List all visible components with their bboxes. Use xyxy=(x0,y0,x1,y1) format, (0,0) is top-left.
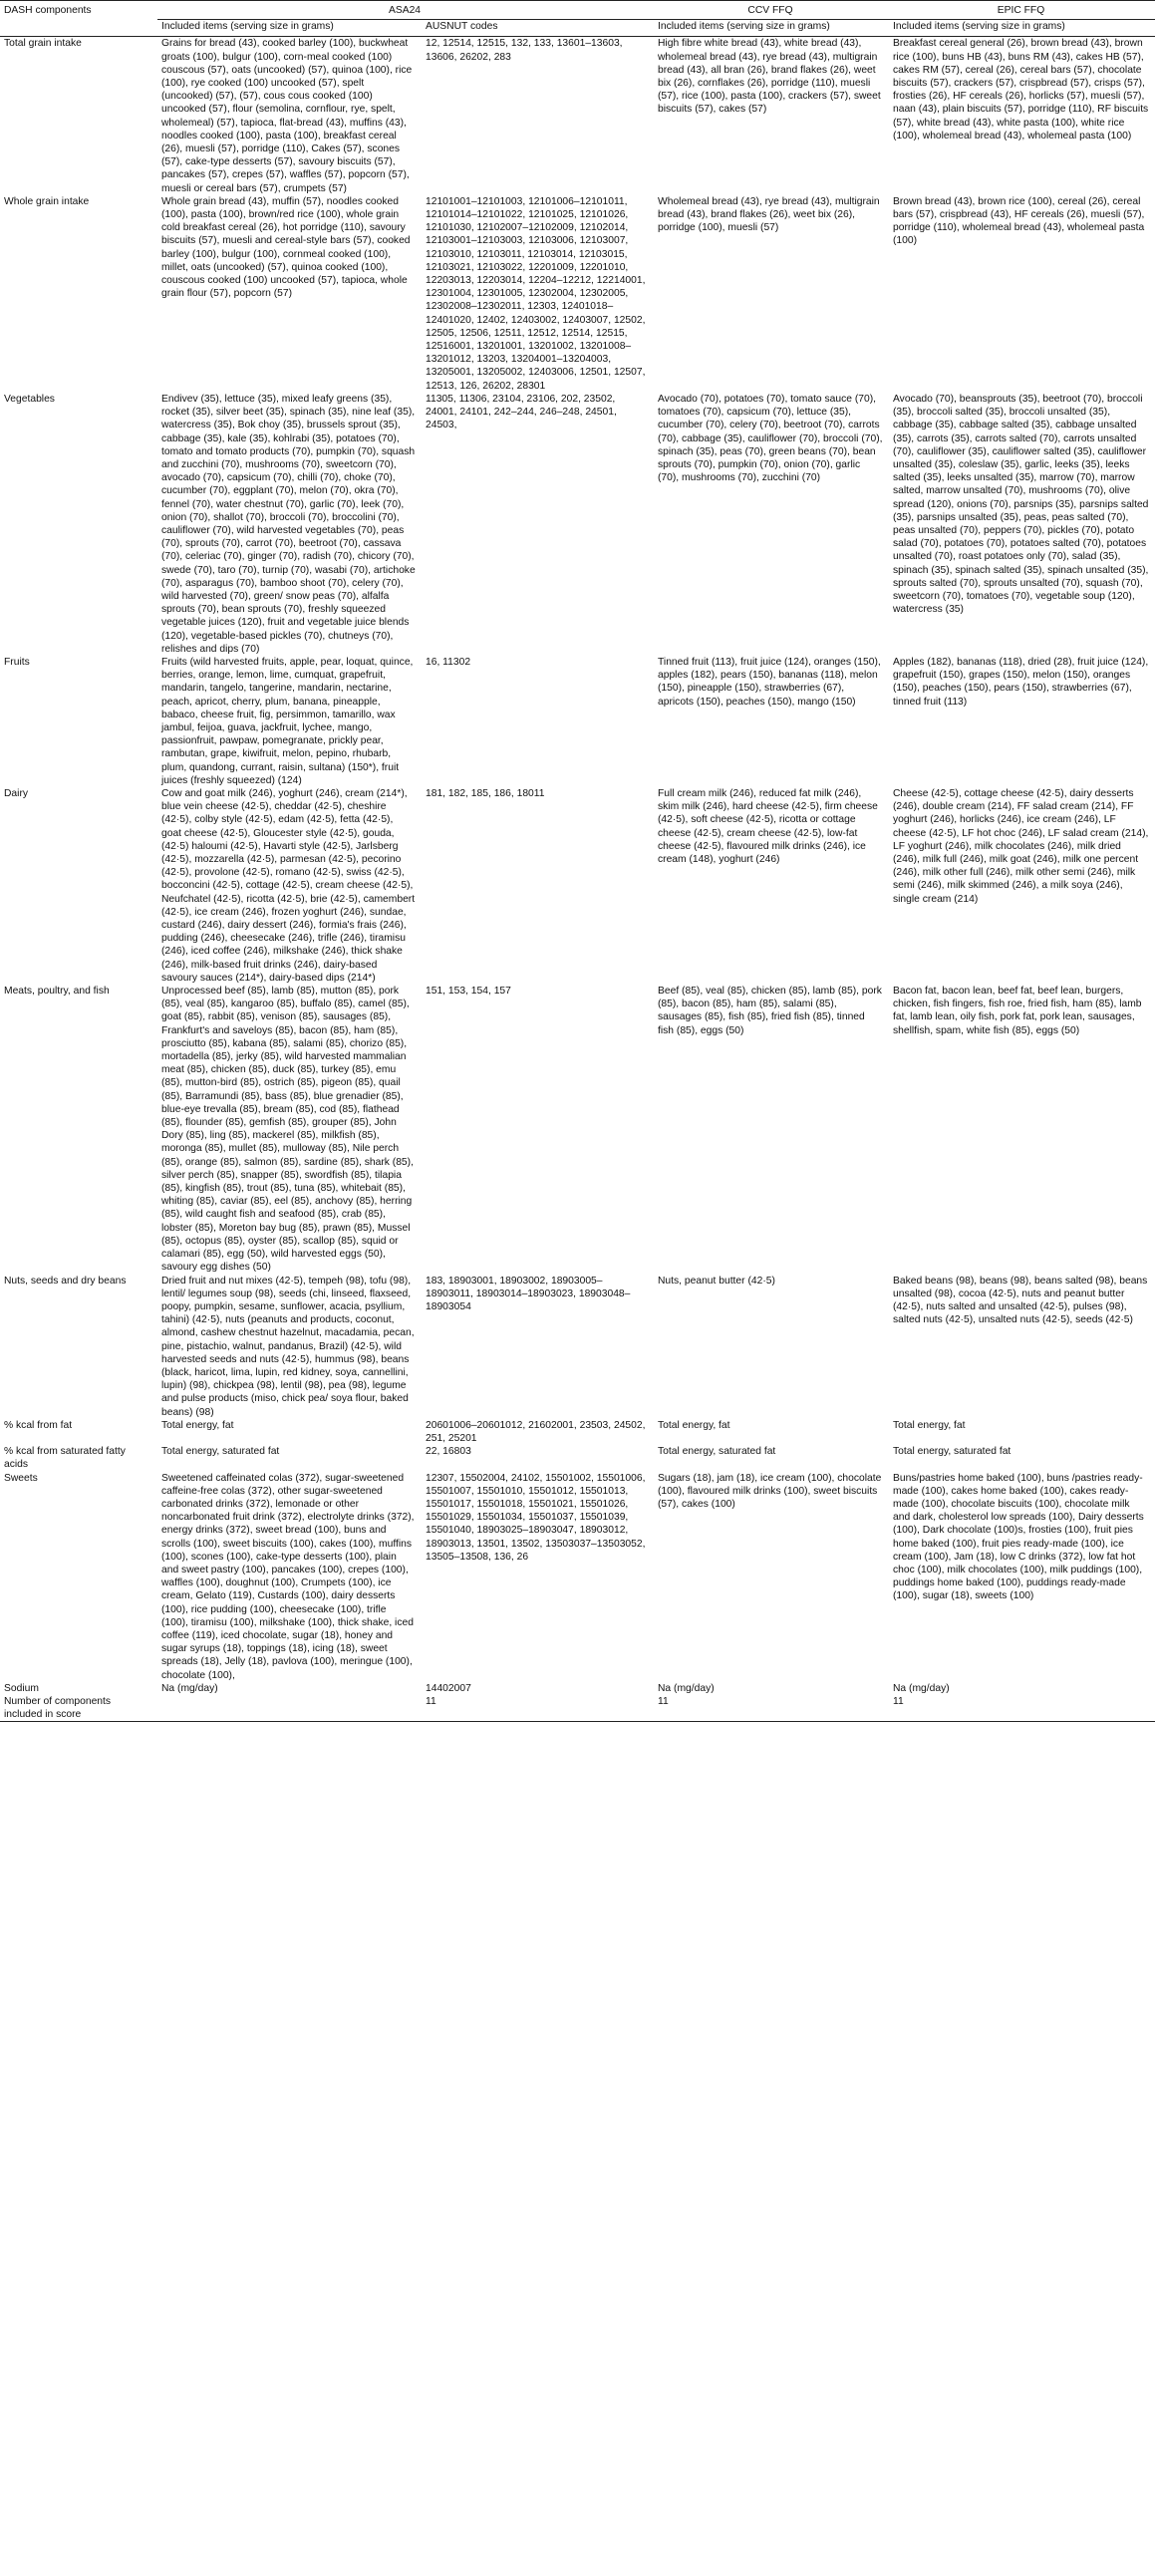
epic-items-cell: Bacon fat, bacon lean, beef fat, beef lean, burgers, chicken, fish fingers, fish roe, fried fish, ham (85), lamb fat, lamb lean, oily fish, pork fat, pork lean, sausages, shellfish, spam, white fish (85), eggs (50) xyxy=(893,986,1142,1036)
asa24-items-cell xyxy=(157,1695,422,1722)
epic-items-cell: Total energy, saturated fat xyxy=(893,1446,1011,1458)
column-group-ccv: CCV FFQ xyxy=(654,1,889,20)
ausnut-codes-cell: 16, 11302 xyxy=(426,656,471,668)
component-cell: Total grain intake xyxy=(4,38,82,50)
component-cell: Sodium xyxy=(4,1682,39,1694)
table-header xyxy=(0,1,1155,37)
table-row xyxy=(0,1275,1155,1419)
column-group-epic: EPIC FFQ xyxy=(889,1,1155,20)
ausnut-codes-cell: 12101001–12101003, 12101006–12101011, 12101014–12101022, 12101025, 12101026, 12101030, 12102007–12102009, 12102014, 12103001–12103003, 12103006, 12103007, 12103010, 12103011, 12103014, 12103015, 12103021, 12103022, 12201009, 12201010, 12203013, 12203014, 12204–12212, 12214001, 12301004, 12301005, 12302004, 12302005, 12302008–12302011, 12303, 12401018–12401020, 12402, 12403002, 12403007, 12502, 12505, 12506, 12511, 12512, 12514, 12515, 12516001, 13201001, 13201002, 13201008–13201012, 13203, 13204001–13204003, 13205001, 13205002, 12403006, 12501, 12507, 12513, 126, 26202, 28301 xyxy=(426,195,646,392)
column-header-epic-items: Included items (serving size in grams) xyxy=(889,20,1155,37)
ausnut-codes-cell: 181, 182, 185, 186, 18011 xyxy=(426,787,545,799)
asa24-items-cell: Total energy, saturated fat xyxy=(161,1446,280,1458)
epic-items-cell: Avocado (70), beansprouts (35), beetroot (70), broccoli (35), broccoli salted (35), broccoli unsalted (35), cabbage (35), cabbage salted (35), cabbage unsalted (35), carrots (35), carrots salted (70), carrots unsalted (70), cauliflower (35), cauliflower salted (35), cauliflower unsalted (35), coleslaw (35), garlic, leeks (35), leeks salted (35), leeks unsalted (35), marrow (70), marrow salted, marrow unsalted (70), mushrooms (70), olive spread (120), onions (70), parsnips (35), parsnips salted (35), parsnips unsalted (35), peas, peas salted (70), peas unsalted (70), peppers (70), pickles (70), potato salad (70), potatoes (70), potatoes salted (70), potatoes unsalted (70), roast potatoes only (70), salad (35), spinach (35), spinach salted (35), spinach unsalted (35), sprouts salted (70), sprouts unsalted (70), squash (70), sweetcorn (70), tomatoes (70), vegetable soup (120), watercress (35) xyxy=(893,393,1149,616)
epic-items-cell: Breakfast cereal general (26), brown bread (43), brown rice (100), buns HB (43), buns RM (43), cakes HB (57), cakes RM (57), cereal (26), cereal bars (57), chocolate biscuits (57), crackers (57), crispbread (57), crisps (57), frosties (26), HF cereals (26), horlicks (57), muesli (57), naan (43), plain biscuits (57), porridge (110), RF biscuits (57), white bread (43), white pasta (100), white rice (100), wholemeal bread (43), wholemeal pasta (100) xyxy=(893,38,1149,142)
ccv-items-cell: Avocado (70), potatoes (70), tomato sauce (70), tomatoes (70), capsicum (70), lettuce (35), cucumber (70), celery (70), beetroot (70), carrots (70), cabbage (35), cauliflower (70), broccoli (70), spinach (35), peas (70), green beans (70), bean sprouts (70), pumpkin (70), onion (70), garlic (70), mushrooms (70), zucchini (70) xyxy=(658,393,883,484)
asa24-items-cell: Fruits (wild harvested fruits, apple, pear, loquat, quince, berries, orange, lemon, lime, cumquat, grapefruit, mandarin, tangelo, tangerine, mandarin, nectarine, peach, apricot, cherry, plum, banana, pineapple, babaco, cheese fruit, fig, persimmon, tamarillo, wax jambul, feijoa, guava, jackfruit, lychee, mango, passionfruit, pawpaw, pomegranate, prickly pear, rambutan, grape, kiwifruit, melon, pepino, rhubarb, plum, quandong, currant, raisin, sultana) (150*), fruit juices (freshly squeezed) (124) xyxy=(161,656,414,786)
ccv-items-cell: Full cream milk (246), reduced fat milk (246), skim milk (246), hard cheese (42·5), firm cheese (42·5), soft cheese (42·5), ricotta or cottage cheese (42·5), cream cheese (42·5), low-fat cheese (42·5), flavoured milk drinks (246), ice cream (148), yoghurt (246) xyxy=(658,787,878,865)
table-row xyxy=(0,985,1155,1274)
ccv-items-cell: Sugars (18), jam (18), ice cream (100), chocolate (100), flavoured milk drinks (100), sweet biscuits (57), cakes (100) xyxy=(658,1472,882,1510)
ausnut-codes-cell: 12307, 15502004, 24102, 15501002, 15501006, 15501007, 15501010, 15501012, 15501013, 15501017, 15501018, 15501021, 15501026, 15501029, 15501034, 15501037, 15501039, 15501040, 18903025–18903047, 18903012, 18903013, 13501, 13502, 13503037–13503052, 13505–13508, 136, 26 xyxy=(426,1472,646,1563)
epic-items-cell: Na (mg/day) xyxy=(893,1682,950,1694)
asa24-items-cell: Na (mg/day) xyxy=(161,1682,218,1694)
component-cell: Dairy xyxy=(4,787,29,799)
ccv-items-cell: Nuts, peanut butter (42·5) xyxy=(658,1275,775,1287)
header-row-groups xyxy=(0,1,1155,20)
column-header-ausnut-codes: AUSNUT codes xyxy=(422,20,654,37)
ausnut-codes-cell: 12, 12514, 12515, 132, 133, 13601–13603, 13606, 26202, 283 xyxy=(426,38,623,63)
component-cell: Vegetables xyxy=(4,393,55,405)
ausnut-codes-cell: 11305, 11306, 23104, 23106, 202, 23502, 24001, 24101, 242–244, 246–248, 24501, 24503, xyxy=(426,393,617,431)
ccv-items-cell: Total energy, fat xyxy=(658,1419,730,1431)
ccv-items-cell: 11 xyxy=(654,1695,889,1722)
table-row xyxy=(0,787,1155,985)
asa24-items-cell: Total energy, fat xyxy=(161,1419,234,1431)
ccv-items-cell: Na (mg/day) xyxy=(658,1682,715,1694)
epic-items-cell: Cheese (42·5), cottage cheese (42·5), dairy desserts (246), double cream (214), FF salad cream (214), FF yoghurt (246), horlicks (246), ice cream (246), LF cheese (42·5), LF hot choc (246), LF salad cream (214), LF yoghurt (246), milk chocolates (246), milk dried (246), milk full (246), milk goat (246), milk one percent (246), milk other full (246), milk other semi (246), milk semi (246), milk skimmed (246), a milk soya (246), single cream (214) xyxy=(893,787,1149,905)
component-cell: Sweets xyxy=(4,1472,38,1484)
component-cell: Fruits xyxy=(4,656,30,668)
header-row-sub xyxy=(0,20,1155,37)
ccv-items-cell: Total energy, saturated fat xyxy=(658,1446,776,1458)
column-header-ccv-items: Included items (serving size in grams) xyxy=(654,20,889,37)
epic-items-cell: Brown bread (43), brown rice (100), cereal (26), cereal bars (57), crispbread (43), HF cereals (26), muesli (57), porridge (110), wholemeal bread (43), wholemeal pasta (100) xyxy=(893,195,1145,247)
ccv-items-cell: Tinned fruit (113), fruit juice (124), oranges (150), apples (182), pears (150), bananas (118), melon (150), pineapple (150), strawberries (67), apricots (150), peaches (150), mango (150) xyxy=(658,656,881,708)
ccv-items-cell: High fibre white bread (43), white bread (43), wholemeal bread (43), rye bread (43), multigrain bread (43), all bran (26), brand flakes (26), weet bix (26), cornflakes (26), porridge (110), muesli (57), rice (100), pasta (100), crackers (57), sweet biscuits (57), cakes (57) xyxy=(658,38,881,116)
asa24-items-cell: Sweetened caffeinated colas (372), sugar-sweetened caffeine-free colas (372), other sugar-sweetened carbonated drinks (372), lemonade or other noncarbonated fruit drink (372), electrolyte drinks (372), energy drinks (372), sweet bread (100), buns and scrolls (100), sweet biscuits (100), cakes (100), muffins (100), scones (100), cake-type desserts (100), plain and sweet pastry (100), pancakes (100), crepes (100), waffles (100), doughnut (100), Crumpets (100), ice cream, Gelato (119), Custards (100), dairy desserts (100), rice pudding (100), cheesecake (100), trifle (100), tiramisu (100), milkshake (100), thick shake, iced coffee (119), iced chocolate, sugar (18), honey and sugar syrups (18), toppings (18), icing (18), sweet spreads (18), Jelly (18), pavlova (100), meringue (100), chocolate (100), xyxy=(161,1472,415,1681)
table-row xyxy=(0,37,1155,195)
ausnut-codes-cell: 183, 18903001, 18903002, 18903005–18903011, 18903014–18903023, 18903048–18903054 xyxy=(426,1275,631,1312)
table-row xyxy=(0,1419,1155,1445)
ausnut-codes-cell: 11 xyxy=(422,1695,654,1722)
epic-items-cell: 11 xyxy=(889,1695,1155,1722)
table-row xyxy=(0,1445,1155,1471)
asa24-items-cell: Dried fruit and nut mixes (42·5), tempeh (98), tofu (98), lentil/ legumes soup (98), seeds (chi, linseed, flaxseed, poopy, pumpkin, sesame, sunflower, acacia, psyllium, tahini) (42·5), nuts (peanuts and products, coconut, almond, cashew chestnut hazelnut, macadamia, pecan, pine, pistachio, walnut, pandanus, Brazil) (42·5), wild harvested seeds and nuts (42·5), hummus (98), beans (black, haricot, lima, lupin, red kidney, soya, cannellini, lupin) (98), chickpea (98), lentil (98), pea (98), legume and pulse products (miso, chick pea/ soya flour, baked beans) (98) xyxy=(161,1275,415,1418)
table-row xyxy=(0,195,1155,393)
epic-items-cell: Buns/pastries home baked (100), buns /pastries ready-made (100), cakes home baked (100), cakes ready-made (100), chocolate biscuits (100), chocolate milk and dark, cholesterol low spreads (100), Dairy desserts (100), Dark chocolate (100)s, frosties (100), fruit pies home baked (100), fruit pies ready-made (100), ice cream (100), Jam (18), low C drinks (372), low fat hot choc (100), milk chocolates (100), milk puddings (100), puddings home baked (100), puddings ready-made (100), sugar (18), sweets (100) xyxy=(893,1472,1144,1602)
component-cell: Nuts, seeds and dry beans xyxy=(4,1275,127,1287)
ccv-items-cell: Beef (85), veal (85), chicken (85), lamb (85), pork (85), bacon (85), ham (85), salami (85), sausages (85), fish (85), fried fish (85), tinned fish (85), eggs (50) xyxy=(658,986,882,1036)
component-cell: Number of components included in score xyxy=(0,1695,157,1722)
ausnut-codes-cell: 14402007 xyxy=(426,1682,471,1694)
column-header-asa24-items: Included items (serving size in grams) xyxy=(157,20,422,37)
epic-items-cell: Total energy, fat xyxy=(893,1419,966,1431)
column-header-component: DASH components xyxy=(0,1,157,37)
table-row xyxy=(0,1682,1155,1695)
table-row xyxy=(0,1695,1155,1722)
table-row xyxy=(0,656,1155,787)
ausnut-codes-cell: 22, 16803 xyxy=(426,1446,471,1458)
asa24-items-cell: Grains for bread (43), cooked barley (100), buckwheat groats (100), bulgur (100), corn-meal cooked (100) couscous (57), oats (uncooked) (57), quinoa (100), rice (100), rye cooked (100) uncooked (57), spelt (uncooked) (57), (57), cous cous cooked (100) uncooked (57), flour (semolina, cornflour, rye, spelt, wholemeal) (57), tapioca, flat-bread (43), muffins (43), noodles cooked (100), pasta (100), breakfast cereal (26), muesli (57), porridge (110), Cakes (57), scones (57), cake-type desserts (57), savoury biscuits (57), pancakes (57), crepes (57), waffles (57), popcorn (57), muesli or cereal bars (57), crumpets (57) xyxy=(161,38,413,194)
asa24-items-cell: Cow and goat milk (246), yoghurt (246), cream (214*), blue vein cheese (42·5), cheddar (42·5), cheshire (42·5), colby style (42·5), edam (42·5), fetta (42·5), goat cheese (42·5), Gloucester style (42·5), gouda, (42·5) haloumi (42·5), Havarti style (42·5), Jarlsberg (42·5), mozzarella (42·5), parmesan (42·5), pecorino (42·5), provolone (42·5), romano (42·5), swiss (42·5), bocconcini (42·5), cottage (42·5), cream cheese (42·5), Neufchatel (42·5), ricotta (42·5), brie (42·5), camembert (42·5), ice cream (246), frozen yoghurt (246), sundae, custard (246), dairy dessert (246), formia's frais (246), pudding (246), cheesecake (246), trifle (246), tiramisu (246), iced coffee (246), milkshake (246), thick shake (246), milk-based fruit drinks (246), dairy-based savoury sauces (214*), dairy-based dips (214*) xyxy=(161,787,416,984)
ausnut-codes-cell: 20601006–20601012, 21602001, 23503, 24502, 251, 25201 xyxy=(426,1419,646,1444)
table-body xyxy=(0,37,1155,1722)
component-cell: % kcal from saturated fatty acids xyxy=(4,1446,126,1471)
column-group-asa24: ASA24 xyxy=(157,1,654,20)
table-row xyxy=(0,1472,1155,1682)
epic-items-cell: Apples (182), bananas (118), dried (28), fruit juice (124), grapefruit (150), grapes (150), melon (150), oranges (150), peaches (150), pears (150), strawberries (67), tinned fruit (113) xyxy=(893,656,1149,708)
table-row xyxy=(0,393,1155,656)
asa24-items-cell: Endivev (35), lettuce (35), mixed leafy greens (35), rocket (35), silver beet (35), spinach (35), nine leaf (35), watercress (35), Bok choy (35), brussels sprout (35), cabbage (35), kale (35), kohlrabi (35), potatoes (70), tomato and tomato products (70), pumpkin (70), squash and zucchini (70), mushrooms (70), sweetcorn (70), avocado (70), capsicum (70), chilli (70), choke (70), cucumber (70), eggplant (70), melon (70), okra (70), fennel (70), water chestnut (70), garlic (70), leek (70), onion (70), shallot (70), broccoli (70), broccolini (70), cauliflower (70), wild harvested vegetables (70), peas (70), sprouts (70), carrot (70), beetroot (70), cassava (70), celeriac (70), ginger (70), radish (70), chicory (70), swede (70), taro (70), turnip (70), wasabi (70), artichoke (70), asparagus (70), bamboo shoot (70), celery (70), wild harvested (70), green/ snow peas (70), alfalfa sprouts (70), bean sprouts (70), freshly squeezed vegetable juices (120), fruit and vegetable juice blends (120), vegetable-based pickles (70), chutneys (70), relishes and dips (70) xyxy=(161,393,416,655)
ccv-items-cell: Wholemeal bread (43), rye bread (43), multigrain bread (43), brand flakes (26), weet bix (26), porridge (100), muesli (57) xyxy=(658,195,880,234)
asa24-items-cell: Whole grain bread (43), muffin (57), noodles cooked (100), pasta (100), brown/red rice (100), whole grain cold breakfast cereal (26), hot porridge (110), savoury biscuits (57), muesli and cereal-style bars (57), cooked barley (100), bulgur (100), cornmeal cooked (100), millet, oats (uncooked) (57), quinoa cooked (100), couscous cooked (100) uncooked (57), tapioca, whole grain flour (57), popcorn (57) xyxy=(161,195,411,300)
ausnut-codes-cell: 151, 153, 154, 157 xyxy=(426,986,511,998)
component-cell: Whole grain intake xyxy=(4,195,90,207)
component-cell: % kcal from fat xyxy=(4,1419,73,1431)
epic-items-cell: Baked beans (98), beans (98), beans salted (98), beans unsalted (98), cocoa (42·5), nuts and peanut butter (42·5), nuts salted and unsalted (42·5), pulses (98), salted nuts (42·5), unsalted nuts (42·5), seeds (42·5) xyxy=(893,1275,1148,1326)
asa24-items-cell: Unprocessed beef (85), lamb (85), mutton (85), pork (85), veal (85), kangaroo (85), buffalo (85), camel (85), goat (85), rabbit (85), venison (85), sausages (85), Frankfurt's and saveloys (85), bacon (85), ham (85), prosciutto (85), kabana (85), salami (85), chorizo (85), mortadella (85), jerky (85), wild harvested mammalian meat (85), chicken (85), duck (85), turkey (85), emu (85), mutton-bird (85), ostrich (85), pigeon (85), quail (85), Barramundi (85), bass (85), blue grenadier (85), blue-eye trevalla (85), bream (85), cod (85), flathead (85), flounder (85), gemfish (85), grouper (85), John Dory (85), ling (85), mackerel (85), milkfish (85), moronga (85), mullet (85), mulloway (85), Nile perch (85), orange (85), salmon (85), sardine (85), shark (85), silver perch (85), snapper (85), swordfish (85), tilapia (85), kingfish (85), trout (85), tuna (85), whitebait (85), whiting (85), caviar (85), eel (85), anchovy (85), herring (85), wild caught fish and seafood (85), crab (85), lobster (85), Moreton bay bug (85), prawn (85), Mussel (85), octopus (85), oyster (85), scallop (85), squid or calamari (85), egg (50), wild harvested eggs (50), savoury egg dishes (50) xyxy=(161,986,414,1274)
component-cell: Meats, poultry, and fish xyxy=(4,986,110,998)
